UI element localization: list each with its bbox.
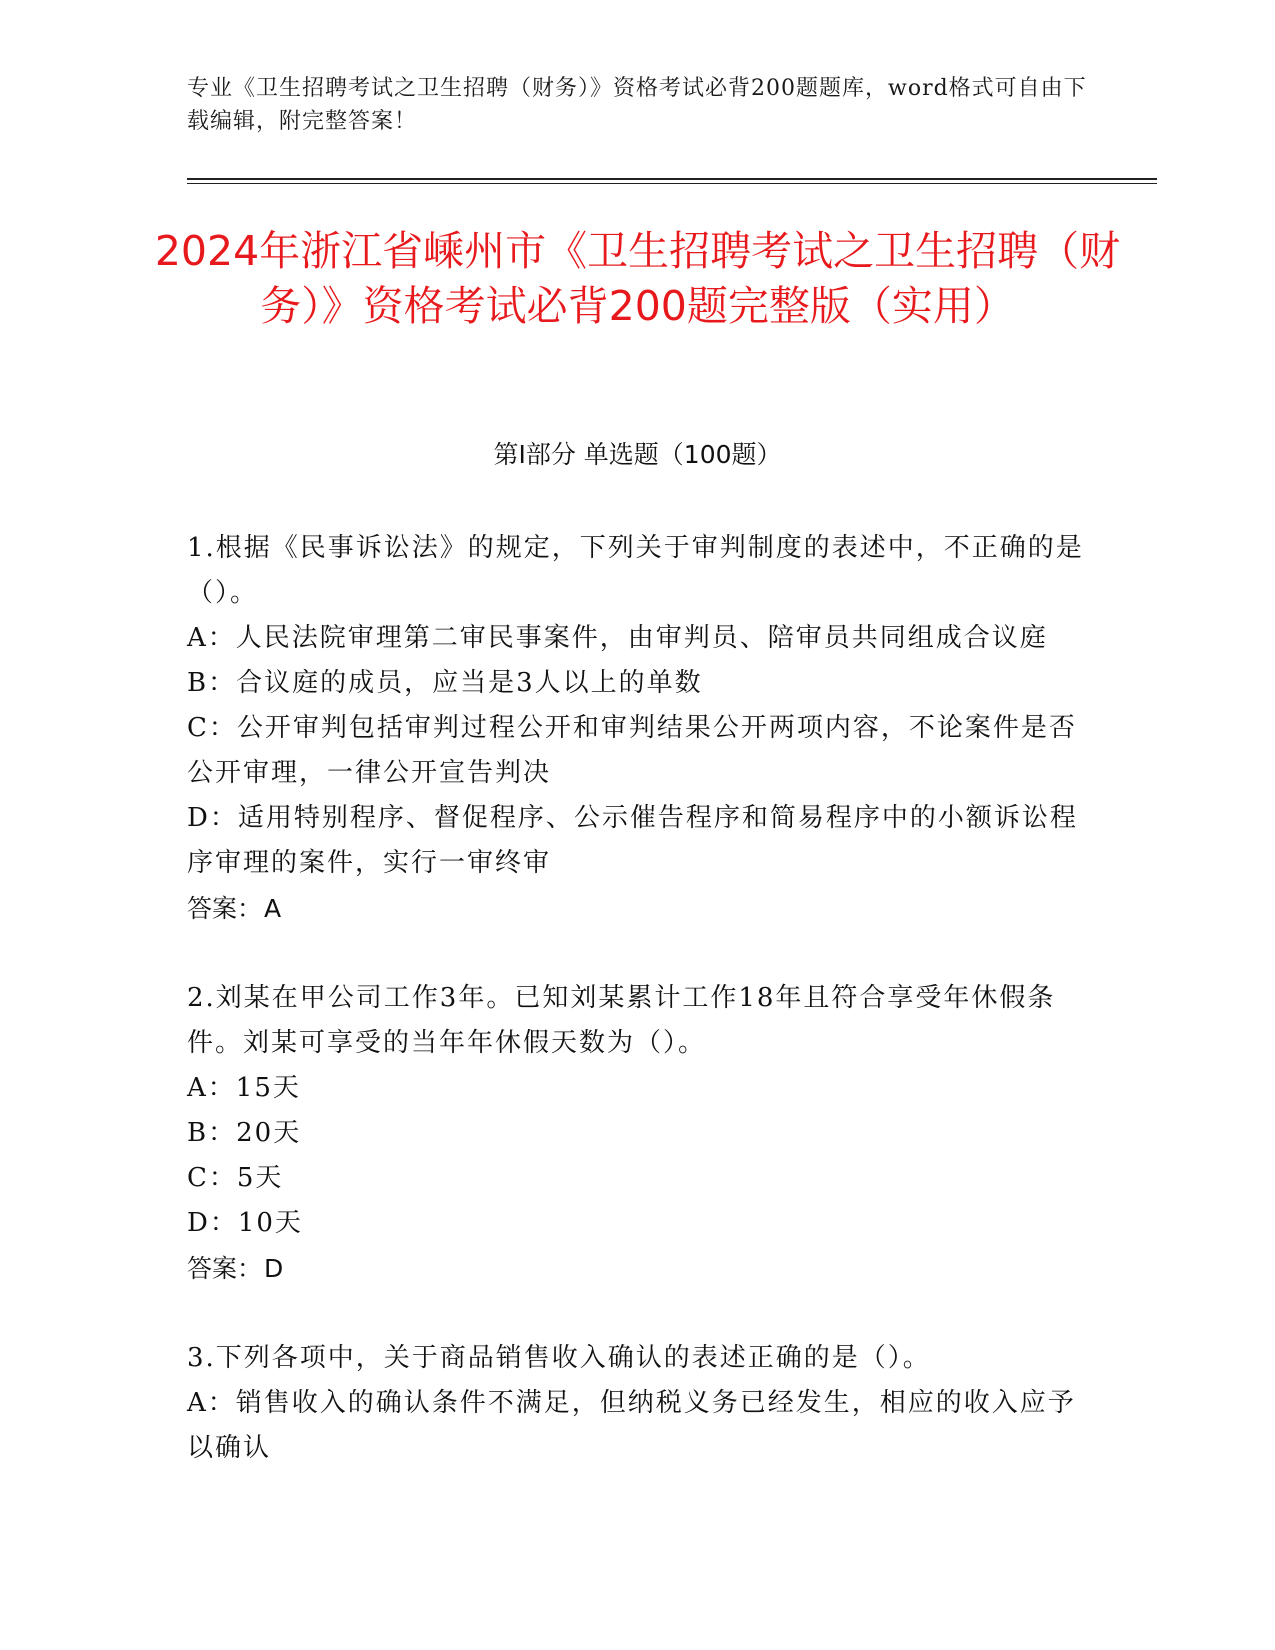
option-b: B：合议庭的成员，应当是3人以上的单数 [187, 668, 703, 698]
answer-line [187, 1246, 1087, 1291]
answer-label: 答案： [187, 1254, 263, 1283]
option-b: B：20天 [187, 1118, 302, 1148]
section-heading: 第I部分 单选题（100题） [493, 440, 782, 469]
header-divider [187, 178, 1157, 180]
option-d: D：10天 [187, 1208, 303, 1238]
question-stem: 1.根据《民事诉讼法》的规定，下列关于审判制度的表述中，不正确的是（）。 [187, 533, 1084, 608]
option-c: C：公开审判包括审判过程公开和审判结果公开两项内容，不论案件是否公开审理，一律公开宣告判决 [187, 713, 1077, 788]
question-1 [187, 526, 1087, 931]
answer-line [187, 886, 1087, 931]
header-divider-thin [187, 183, 1157, 184]
answer-value: D [264, 1254, 284, 1283]
answer-label: 答案： [187, 894, 263, 923]
header-note: 专业《卫生招聘考试之卫生招聘（财务）》资格考试必背200题题库，word格式可自由下载编辑，附完整答案！ [187, 76, 1087, 134]
question-stem: 2.刘某在甲公司工作3年。已知刘某累计工作18年且符合享受年休假条件。刘某可享受的当年年休假天数为（）。 [187, 983, 1056, 1058]
question-2 [187, 976, 1087, 1291]
option-c: C：5天 [187, 1163, 284, 1193]
option-d: D：适用特别程序、督促程序、公示催告程序和简易程序中的小额诉讼程序审理的案件，实行一审终审 [187, 803, 1078, 878]
question-3 [187, 1336, 1087, 1471]
option-a: A：15天 [187, 1073, 301, 1103]
option-a: A：人民法院审理第二审民事案件，由审判员、陪审员共同组成合议庭 [187, 623, 1048, 653]
question-list [187, 526, 1087, 1516]
question-stem: 3.下列各项中，关于商品销售收入确认的表述正确的是（）。 [187, 1343, 931, 1373]
option-a: A：销售收入的确认条件不满足，但纳税义务已经发生，相应的收入应予以确认 [187, 1388, 1076, 1463]
answer-value: A [264, 894, 282, 923]
document-title: 2024年浙江省嵊州市《卫生招聘考试之卫生招聘（财务）》资格考试必背200题完整版（实用） [154, 227, 1121, 330]
